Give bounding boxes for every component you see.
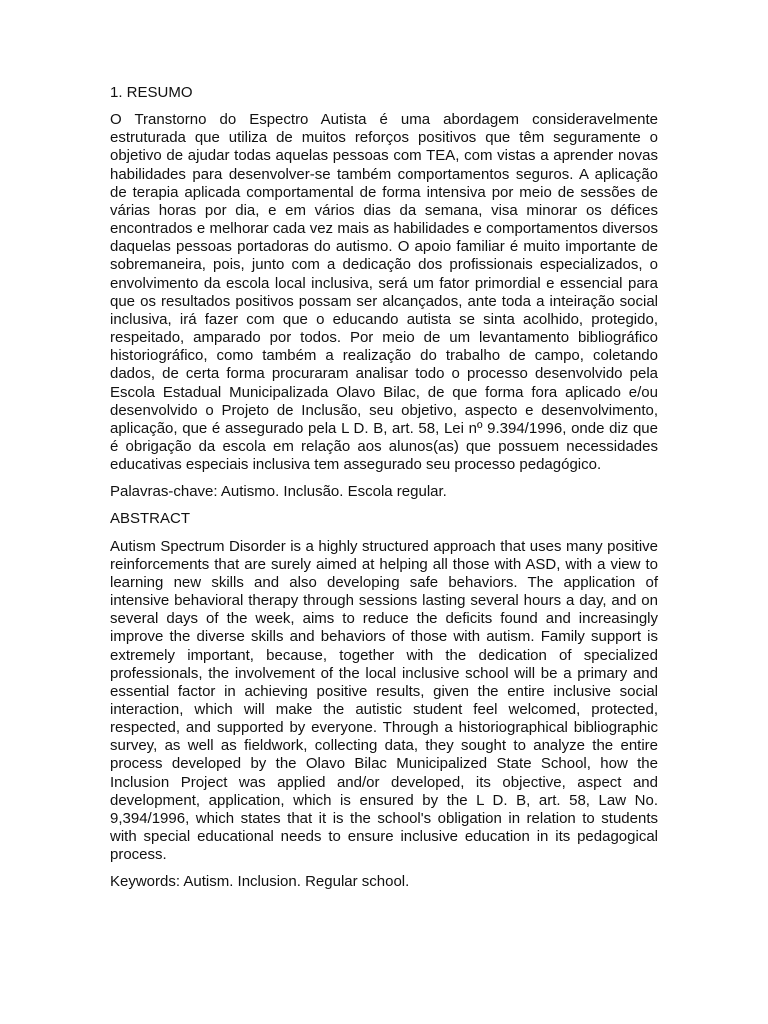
document-page: [110, 84, 658, 901]
resumo-heading: 1. RESUMO: [110, 84, 193, 101]
abstract-keywords: Keywords: Autism. Inclusion. Regular school.: [110, 873, 410, 891]
abstract-heading: ABSTRACT: [110, 510, 191, 528]
resumo-body: O Transtorno do Espectro Autista é uma abordagem consideravelmente estruturada que utiliza de muitos reforços positivos que têm seguramente o objetivo de ajudar todas aquelas pessoas com TEA, com vistas a aprender novas habilidades para desenvolver-se também comportamentos seguros. A aplicação de terapia aplicada comportamental de forma intensiva por meio de sessões de várias horas por dia, e em vários dias da semana, visa minorar os défices encontrados e melhorar cada vez mais as habilidades e comportamentos diversos daquelas pessoas portadoras do autismo. O apoio familiar é muito importante de sobremaneira, pois, junto com a dedicação dos profissionais especializados, o envolvimento da escola local inclusiva, será um fator primordial e essencial para que os resultados positivos possam ser alcançados, ante toda a inteiração social inclusiva, irá fazer com que o educando autista se sinta acolhido, protegido, respeitado, amparado por todos. Por meio de um levantamento bibliográfico historiográfico, como também a realização do trabalho de campo, coletando dados, de certa forma procuraram analisar todo o processo desenvolvido pela Escola Estadual Municipalizada Olavo Bilac, de que forma fora aplicado e/ou desenvolvido o Projeto de Inclusão, seu objetivo, aspecto e desenvolvimento, aplicação, que é assegurado pela L D. B, art. 58, Lei nº 9.394/1996, onde diz que é obrigação da escola em relação aos alunos(as) que possuem necessidades educativas especiais inclusiva tem assegurado seu processo pedagógico.: [110, 111, 658, 474]
resumo-keywords: Palavras-chave: Autismo. Inclusão. Escola regular.: [110, 483, 447, 501]
abstract-body: Autism Spectrum Disorder is a highly structured approach that uses many positive reinforcements that are surely aimed at helping all those with ASD, with a view to learning new skills and also developing safe behaviors. The application of intensive behavioral therapy through sessions lasting several hours a day, and on several days of the week, aims to reduce the deficits found and increasingly improve the diverse skills and behaviors of those with autism. Family support is extremely important, because, together with the dedication of specialized professionals, the involvement of the local inclusive school will be a primary and essential factor in achieving positive results, given the entire inclusive social interaction, which will make the autistic student feel welcomed, protected, respected, and supported by everyone. Through a historiographical bibliographic survey, as well as fieldwork, collecting data, they sought to analyze the entire process developed by the Olavo Bilac Municipalized State School, how the Inclusion Project was applied and/or developed, its objective, aspect and development, application, which is ensured by the L D. B, art. 58, Law No. 9,394/1996, which states that it is the school's obligation in relation to students with special educational needs to ensure inclusive education in its pedagogical process.: [110, 537, 658, 864]
